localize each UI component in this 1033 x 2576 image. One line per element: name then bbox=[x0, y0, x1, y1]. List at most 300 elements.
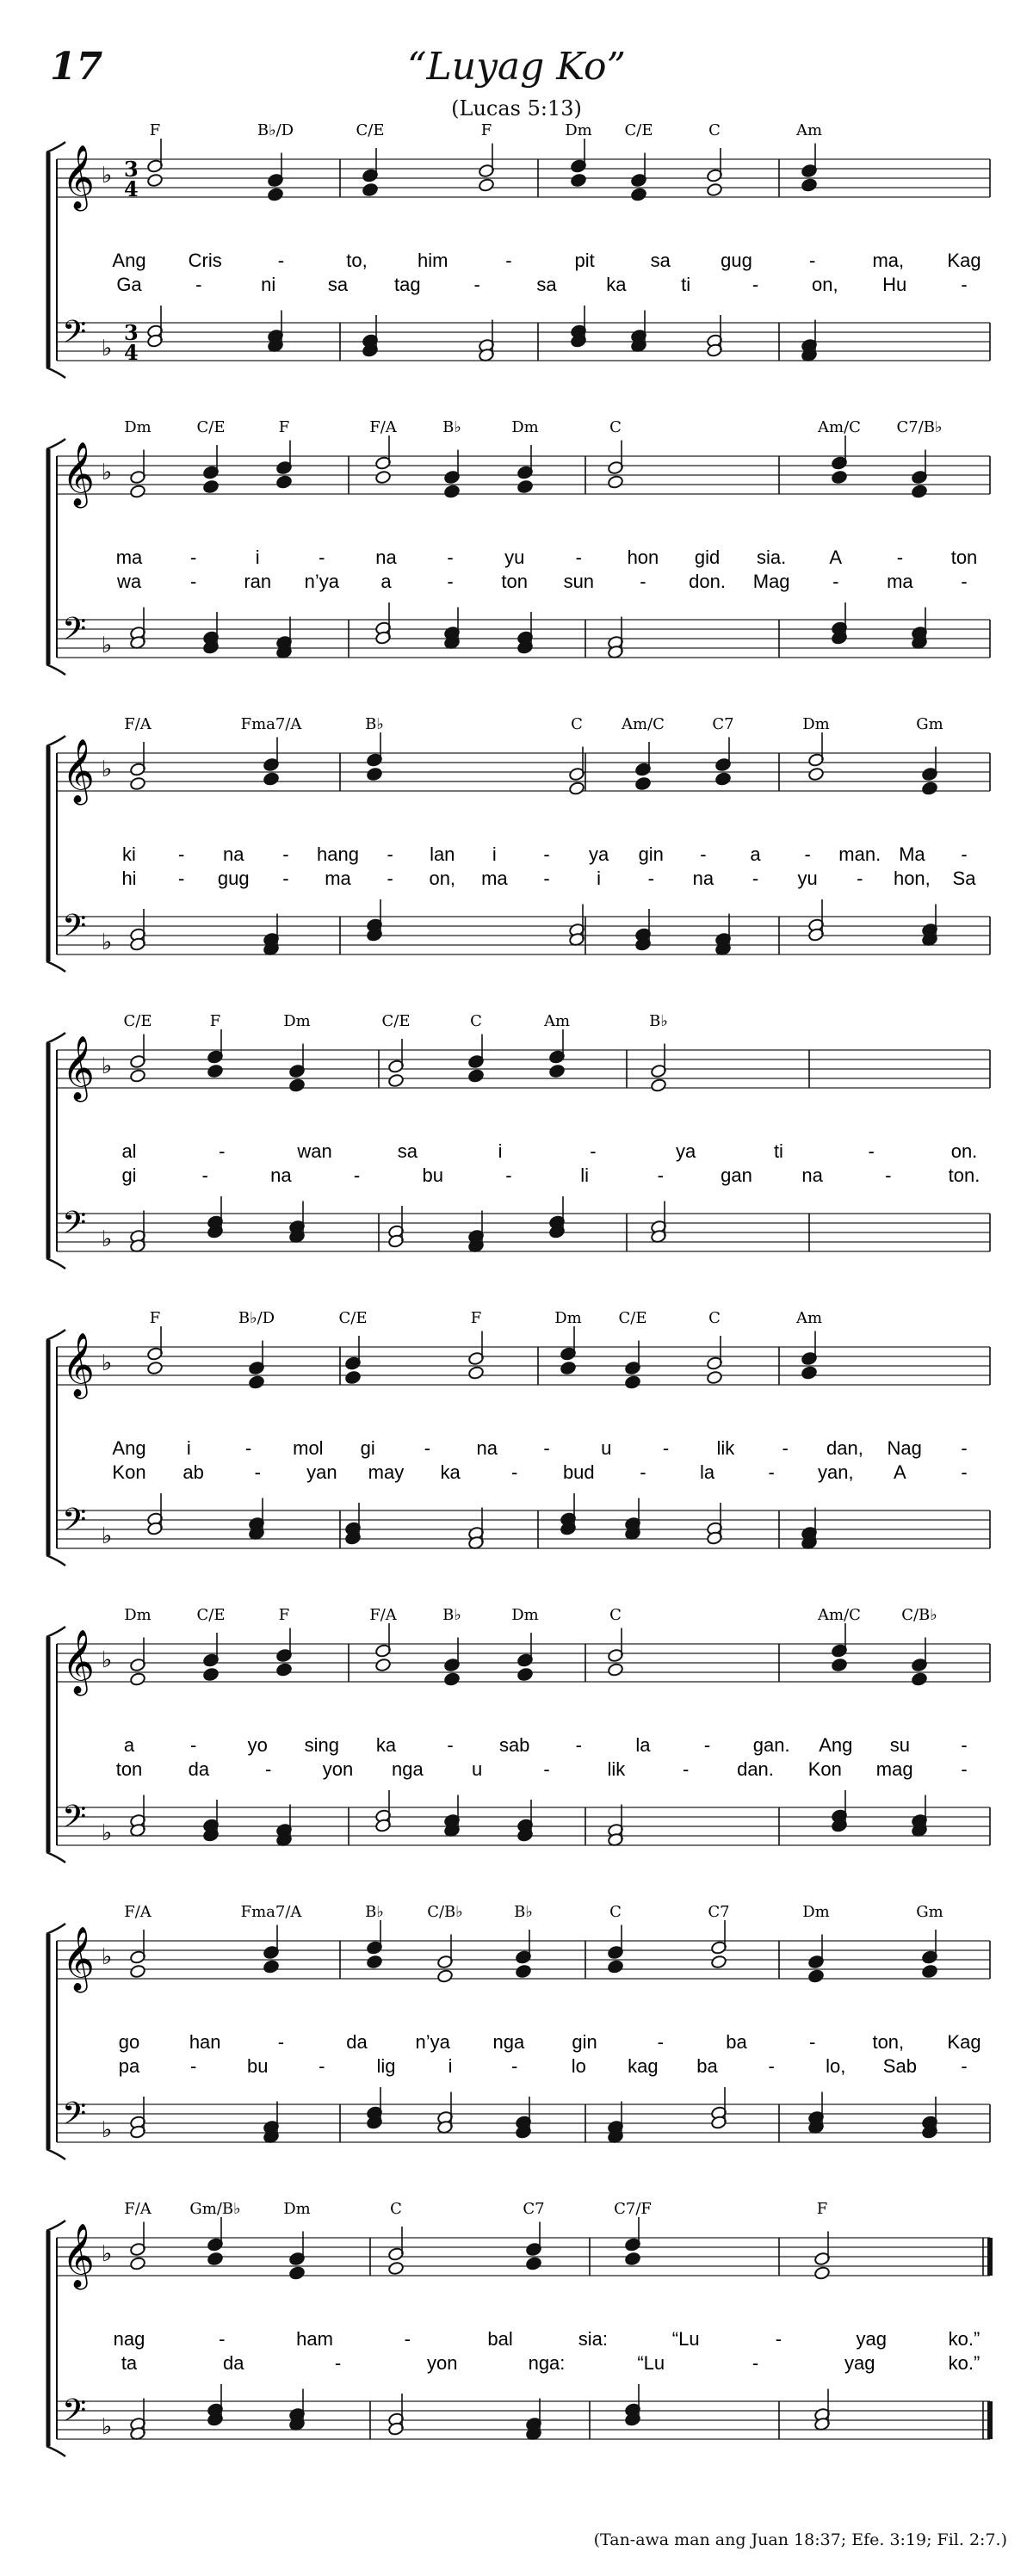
system-1 bbox=[46, 121, 990, 378]
chord-symbol: F bbox=[480, 121, 492, 139]
chord-symbol: F/A bbox=[369, 1606, 397, 1624]
chord-symbol: C bbox=[609, 1903, 622, 1921]
chord-symbol: C bbox=[609, 1606, 622, 1624]
bass-clef-icon: 𝄢 bbox=[62, 1502, 87, 1546]
lyric-verse-2: sun bbox=[563, 571, 595, 592]
note-head bbox=[516, 1667, 533, 1682]
chord-symbol: F/A bbox=[124, 715, 152, 733]
chord-symbol: B♭ bbox=[442, 418, 461, 436]
lyric-verse-2: - bbox=[334, 2352, 342, 2374]
note-head bbox=[129, 1672, 145, 1687]
treble-clef-icon: 𝄞 bbox=[62, 442, 95, 506]
lyric-verse-2: ka bbox=[606, 274, 627, 295]
lyric-verse-1: “Lu bbox=[671, 2328, 700, 2350]
note-head bbox=[267, 188, 283, 202]
flat-key-signature-icon: ♭ bbox=[102, 1053, 113, 1079]
flat-key-signature-icon: ♭ bbox=[102, 930, 113, 955]
chord-symbol: Dm bbox=[511, 1606, 539, 1624]
lyric-verse-1: Kag bbox=[947, 250, 981, 271]
system-6 bbox=[46, 1606, 990, 1863]
lyric-verse-2: da bbox=[188, 1758, 210, 1780]
chord-symbol: F bbox=[278, 418, 290, 436]
chord-symbol: Am bbox=[795, 1309, 823, 1327]
note-head bbox=[714, 772, 731, 787]
lyric-verse-2: a bbox=[380, 571, 392, 592]
lyric-verse-2: - bbox=[543, 1758, 550, 1780]
lyric-verse-1: - bbox=[189, 1734, 197, 1756]
lyric-verse-2: - bbox=[254, 1461, 261, 1483]
lyric-verse-1: ti bbox=[773, 1140, 783, 1162]
note-head bbox=[366, 767, 382, 781]
treble-clef-icon: 𝄞 bbox=[62, 145, 95, 209]
lyric-verse-2: sa bbox=[536, 274, 557, 295]
lyric-verse-2: - bbox=[961, 571, 968, 592]
lyric-verse-1: - bbox=[277, 2031, 285, 2053]
note-head bbox=[801, 1366, 817, 1381]
flat-key-signature-icon: ♭ bbox=[102, 2117, 113, 2143]
bracket-bottom-curl bbox=[46, 2149, 65, 2159]
chord-symbol: C bbox=[390, 2200, 402, 2218]
treble-clef-icon: 𝄞 bbox=[62, 2224, 95, 2288]
note-head bbox=[207, 2252, 223, 2266]
lyric-verse-1: - bbox=[804, 843, 811, 865]
lyric-verse-2: - bbox=[657, 1164, 664, 1186]
lyric-verse-2: - bbox=[511, 1461, 518, 1483]
note-head bbox=[129, 1964, 145, 1979]
flat-key-signature-icon: ♭ bbox=[102, 2414, 113, 2440]
hymn-title: “Luyag Ko” bbox=[407, 45, 626, 89]
lyric-verse-2: - bbox=[640, 1461, 646, 1483]
flat-key-signature-icon: ♭ bbox=[102, 1226, 113, 1252]
lyric-verse-1: - bbox=[177, 843, 185, 865]
lyric-verse-1: Kag bbox=[947, 2031, 981, 2053]
lyric-verse-1: - bbox=[543, 1437, 550, 1459]
lyric-verse-1: - bbox=[657, 2031, 664, 2053]
system-8 bbox=[46, 2200, 990, 2456]
lyric-verse-1: - bbox=[703, 1734, 711, 1756]
note-head bbox=[813, 2266, 830, 2281]
note-head bbox=[443, 485, 460, 499]
lyric-verse-1: gin bbox=[572, 2031, 597, 2053]
lyric-verse-1: a bbox=[750, 843, 761, 865]
bass-clef-icon: 𝄢 bbox=[62, 611, 87, 655]
lyric-verse-2: na bbox=[692, 868, 714, 889]
lyric-verse-2: may bbox=[368, 1461, 405, 1483]
lyric-verse-1: Nag bbox=[887, 1437, 922, 1459]
flat-key-signature-icon: ♭ bbox=[102, 2241, 113, 2267]
lyric-verse-2: ma bbox=[325, 868, 351, 889]
chord-symbol: C7/F bbox=[614, 2200, 652, 2218]
note-head bbox=[146, 1361, 163, 1375]
lyric-verse-1: sia: bbox=[578, 2328, 609, 2350]
note-head bbox=[624, 1375, 640, 1390]
chord-symbol: Dm bbox=[511, 418, 539, 436]
lyric-verse-2: na bbox=[270, 1164, 292, 1186]
lyric-verse-2: gi bbox=[121, 1164, 137, 1186]
note-head bbox=[129, 776, 145, 791]
lyric-verse-1: - bbox=[782, 1437, 789, 1459]
lyric-verse-1: i bbox=[186, 1437, 191, 1459]
chord-symbol: Dm bbox=[283, 1012, 311, 1030]
lyric-verse-1: - bbox=[590, 1140, 597, 1162]
lyric-verse-1: gi bbox=[360, 1437, 375, 1459]
lyric-verse-2: kag bbox=[628, 2055, 659, 2077]
lyric-verse-1: ki bbox=[122, 843, 136, 865]
lyric-verse-1: - bbox=[808, 250, 816, 271]
lyric-verse-1: ma bbox=[115, 547, 143, 568]
lyric-verse-2: Kon bbox=[807, 1758, 842, 1780]
lyric-verse-1: - bbox=[447, 547, 454, 568]
chord-symbol: F bbox=[149, 1309, 161, 1327]
lyric-verse-2: gan bbox=[721, 1164, 752, 1186]
lyric-verse-2: ma bbox=[887, 571, 913, 592]
note-head bbox=[467, 1069, 484, 1084]
lyric-verse-2: - bbox=[189, 2055, 197, 2077]
lyric-verse-2: - bbox=[768, 2055, 775, 2077]
note-head bbox=[911, 485, 927, 499]
lyric-verse-1: ba bbox=[726, 2031, 747, 2053]
flat-key-signature-icon: ♭ bbox=[102, 1944, 113, 1970]
note-head bbox=[807, 767, 824, 781]
note-head bbox=[607, 1663, 623, 1677]
chord-symbol: B♭/D bbox=[238, 1309, 275, 1327]
flat-key-signature-icon: ♭ bbox=[102, 460, 113, 485]
chord-symbol: Dm bbox=[565, 121, 592, 139]
lyric-verse-1: to, bbox=[346, 250, 368, 271]
chord-symbol: Dm bbox=[554, 1309, 582, 1327]
lyric-verse-2: on, bbox=[812, 274, 838, 295]
lyric-verse-2: dan. bbox=[737, 1758, 774, 1780]
lyric-verse-1: - bbox=[189, 547, 197, 568]
bass-clef-icon: 𝄢 bbox=[62, 2393, 87, 2437]
note-head bbox=[207, 1064, 223, 1078]
lyric-verse-1: ton, bbox=[872, 2031, 905, 2053]
lyric-verse-2: Sab bbox=[882, 2055, 917, 2077]
lyric-verse-1: ham bbox=[296, 2328, 333, 2350]
note-head bbox=[801, 178, 817, 193]
lyric-verse-2: - bbox=[511, 2055, 518, 2077]
lyric-verse-2: li bbox=[580, 1164, 589, 1186]
chord-symbol: Dm bbox=[124, 418, 152, 436]
lyric-verse-1: da bbox=[346, 2031, 368, 2053]
lyric-verse-2: yan, bbox=[817, 1461, 854, 1483]
lyric-verse-2: bud bbox=[562, 1461, 595, 1483]
lyric-verse-2: - bbox=[961, 2055, 968, 2077]
lyric-verse-2: yan bbox=[306, 1461, 337, 1483]
treble-clef-icon: 𝄞 bbox=[62, 739, 95, 803]
lyric-verse-2: - bbox=[961, 274, 968, 295]
lyric-verse-1: - bbox=[387, 843, 393, 865]
note-head bbox=[831, 470, 847, 485]
lyric-verse-2: “Lu bbox=[637, 2352, 665, 2374]
chord-symbol: B♭ bbox=[365, 1903, 384, 1921]
lyric-verse-2: ta bbox=[121, 2352, 138, 2374]
lyric-verse-1: - bbox=[575, 1734, 582, 1756]
chord-symbol: C7 bbox=[712, 715, 734, 733]
lyric-verse-2: A bbox=[894, 1461, 906, 1483]
lyric-verse-2: - bbox=[857, 868, 863, 889]
lyric-verse-1: ton bbox=[950, 547, 978, 568]
lyric-verse-1: gin bbox=[638, 843, 664, 865]
lyric-verse-1: al bbox=[121, 1140, 137, 1162]
note-head bbox=[275, 1663, 292, 1677]
lyric-verse-2: yag bbox=[844, 2352, 875, 2374]
lyric-verse-1: - bbox=[775, 2328, 782, 2350]
lyric-verse-1: na bbox=[375, 547, 397, 568]
bass-clef-icon: 𝄢 bbox=[62, 908, 87, 952]
lyric-verse-1: - bbox=[447, 1734, 454, 1756]
lyric-verse-2: lo bbox=[571, 2055, 586, 2077]
system-4 bbox=[46, 1012, 990, 1269]
lyric-verse-1: - bbox=[219, 1140, 226, 1162]
system-7 bbox=[46, 1903, 990, 2159]
lyric-verse-2: - bbox=[683, 1758, 690, 1780]
chord-symbol: C/B♭ bbox=[901, 1606, 937, 1624]
lyric-verse-1: ma, bbox=[872, 250, 905, 271]
lyric-verse-1: su bbox=[889, 1734, 911, 1756]
lyric-verse-2: - bbox=[189, 571, 197, 592]
lyric-verse-2: gug bbox=[217, 868, 250, 889]
chord-symbol: Dm bbox=[802, 715, 830, 733]
lyric-verse-1: Ang bbox=[819, 1734, 853, 1756]
lyric-verse-2: la bbox=[699, 1461, 715, 1483]
lyric-verse-2: - bbox=[961, 1461, 968, 1483]
lyric-verse-1: Ang bbox=[112, 1437, 146, 1459]
note-head bbox=[374, 470, 391, 485]
treble-clef-icon: 𝄞 bbox=[62, 1927, 95, 1991]
flat-key-signature-icon: ♭ bbox=[102, 633, 113, 658]
lyric-verse-2: - bbox=[543, 868, 550, 889]
note-head bbox=[630, 188, 646, 202]
note-head bbox=[288, 2266, 305, 2281]
lyric-verse-2: i bbox=[597, 868, 602, 889]
chord-symbol: Fma7/A bbox=[240, 1903, 302, 1921]
lyric-verse-2: ba bbox=[696, 2055, 718, 2077]
lyric-verse-2: - bbox=[752, 2352, 759, 2374]
lyric-verse-2: na bbox=[801, 1164, 823, 1186]
lyric-verse-2: lo, bbox=[826, 2055, 846, 2077]
bracket-bottom-curl bbox=[46, 961, 65, 972]
flat-key-signature-icon: ♭ bbox=[102, 163, 113, 188]
lyric-verse-2: - bbox=[195, 274, 202, 295]
note-head bbox=[387, 1073, 404, 1088]
chord-symbol: Am/C bbox=[818, 418, 861, 436]
lyric-verse-1: lik bbox=[716, 1437, 735, 1459]
chord-symbol: F bbox=[209, 1012, 221, 1030]
lyric-verse-1: ya bbox=[676, 1140, 696, 1162]
chord-symbol: C/E bbox=[381, 1012, 411, 1030]
chord-symbol: F/A bbox=[369, 418, 397, 436]
lyric-verse-2: - bbox=[647, 868, 654, 889]
note-head bbox=[568, 781, 585, 796]
lyric-verse-1: - bbox=[662, 1437, 670, 1459]
bracket-bottom-curl bbox=[46, 1852, 65, 1863]
note-head bbox=[129, 485, 145, 499]
flat-key-signature-icon: ♭ bbox=[102, 757, 113, 782]
chord-symbol: Gm bbox=[916, 715, 943, 733]
lyric-verse-1: A bbox=[829, 547, 843, 568]
lyric-verse-1: nga bbox=[492, 2031, 525, 2053]
lyric-verse-1: yu bbox=[504, 547, 525, 568]
note-head bbox=[516, 479, 533, 494]
lyric-verse-2: ton bbox=[501, 571, 528, 592]
chord-symbol: C7/B♭ bbox=[896, 418, 943, 436]
note-head bbox=[548, 1064, 565, 1078]
bracket-bottom-curl bbox=[46, 664, 65, 675]
lyric-verse-2: nga bbox=[391, 1758, 424, 1780]
chord-symbol: C bbox=[609, 418, 622, 436]
chord-symbol: C/E bbox=[618, 1309, 647, 1327]
lyric-verse-1: - bbox=[575, 547, 582, 568]
lyric-verse-1: pit bbox=[574, 250, 595, 271]
chord-symbol: F bbox=[149, 121, 161, 139]
lyric-verse-1: wan bbox=[297, 1140, 332, 1162]
lyric-verse-1: ko.” bbox=[948, 2328, 980, 2350]
chord-symbol: C bbox=[571, 715, 583, 733]
lyric-verse-2: - bbox=[177, 868, 185, 889]
lyric-verse-2: ni bbox=[261, 274, 276, 295]
note-head bbox=[387, 2261, 404, 2276]
lyric-verse-1: - bbox=[505, 250, 512, 271]
chord-symbol: Fma7/A bbox=[240, 715, 302, 733]
lyric-verse-1: mol bbox=[293, 1437, 324, 1459]
note-head bbox=[921, 781, 937, 796]
lyric-verse-1: Ma bbox=[899, 843, 925, 865]
note-head bbox=[710, 1955, 727, 1969]
chord-symbol: F/A bbox=[124, 2200, 152, 2218]
lyric-verse-1: - bbox=[277, 250, 285, 271]
lyric-verse-1: - bbox=[282, 843, 289, 865]
lyric-verse-1: nag bbox=[113, 2328, 145, 2350]
note-head bbox=[515, 1964, 531, 1979]
lyric-verse-2: yu bbox=[797, 868, 818, 889]
lyric-verse-1: dan, bbox=[826, 1437, 863, 1459]
note-head bbox=[921, 1964, 937, 1979]
lyric-verse-2: on, bbox=[429, 868, 456, 889]
note-head bbox=[634, 776, 651, 791]
chord-symbol: B♭ bbox=[365, 715, 384, 733]
note-head bbox=[607, 1960, 623, 1974]
lyric-verse-1: u bbox=[601, 1437, 612, 1459]
lyric-verse-1: hon bbox=[627, 547, 659, 568]
note-head bbox=[436, 1969, 453, 1984]
chord-symbol: B♭/D bbox=[257, 121, 294, 139]
lyric-verse-2: ab bbox=[182, 1461, 204, 1483]
lyric-verse-2: i bbox=[448, 2055, 453, 2077]
lyric-verse-2: ko.” bbox=[948, 2352, 980, 2374]
lyric-verse-1: on. bbox=[950, 1140, 978, 1162]
chord-symbol: C/E bbox=[338, 1309, 368, 1327]
note-head bbox=[344, 1370, 361, 1385]
note-head bbox=[129, 1069, 145, 1084]
note-head bbox=[202, 1667, 219, 1682]
lyric-verse-1: go bbox=[118, 2031, 140, 2053]
lyric-verse-2: ton. bbox=[948, 1164, 980, 1186]
lyric-verse-2: nga: bbox=[528, 2352, 566, 2374]
lyric-verse-1: - bbox=[244, 1437, 252, 1459]
note-head bbox=[911, 1672, 927, 1687]
note-head bbox=[706, 1370, 722, 1385]
lyric-verse-1: i bbox=[492, 843, 497, 865]
lyric-verse-1: ya bbox=[589, 843, 609, 865]
lyric-verse-2: bu bbox=[246, 2055, 269, 2077]
lyric-verse-1: sa bbox=[397, 1140, 418, 1162]
lyric-verse-2: ton bbox=[115, 1758, 143, 1780]
lyric-verse-1: - bbox=[808, 2031, 816, 2053]
lyric-verse-2: Sa bbox=[952, 868, 976, 889]
lyric-verse-1: sa bbox=[650, 250, 671, 271]
note-head bbox=[624, 2252, 640, 2266]
lyric-verse-1: i bbox=[255, 547, 260, 568]
note-head bbox=[525, 2257, 541, 2271]
lyric-verse-2: - bbox=[752, 274, 759, 295]
note-head bbox=[248, 1375, 264, 1390]
lyric-verse-2: ka bbox=[440, 1461, 461, 1483]
note-head bbox=[706, 182, 722, 197]
lyric-verse-2: - bbox=[447, 571, 454, 592]
lyric-verse-1: yo bbox=[247, 1734, 268, 1756]
chord-symbol: F bbox=[816, 2200, 828, 2218]
lyric-verse-2: - bbox=[473, 274, 480, 295]
lyric-verse-1: yag bbox=[856, 2328, 887, 2350]
flat-key-signature-icon: ♭ bbox=[102, 1820, 113, 1846]
lyric-verse-1: him bbox=[418, 250, 448, 271]
note-head bbox=[129, 2257, 145, 2271]
note-head bbox=[807, 1969, 824, 1984]
chord-symbol: C/E bbox=[123, 1012, 152, 1030]
chord-symbol: C/B♭ bbox=[427, 1903, 463, 1921]
lyric-verse-2: - bbox=[387, 868, 393, 889]
lyric-verse-2: don. bbox=[689, 571, 726, 592]
lyric-verse-2: yon bbox=[427, 2352, 458, 2374]
lyric-verse-1: - bbox=[961, 1734, 968, 1756]
flat-key-signature-icon: ♭ bbox=[102, 1350, 113, 1376]
chord-symbol: Am bbox=[543, 1012, 571, 1030]
note-head bbox=[650, 1078, 666, 1093]
chord-symbol: Dm bbox=[802, 1903, 830, 1921]
note-head bbox=[607, 475, 623, 490]
chord-symbol: C/E bbox=[196, 418, 226, 436]
chord-symbol: Dm bbox=[283, 2200, 311, 2218]
time-signature-top: 3 bbox=[124, 157, 139, 182]
note-head bbox=[288, 1078, 305, 1093]
lyric-verse-1: ka bbox=[375, 1734, 397, 1756]
chord-symbol: C bbox=[470, 1012, 482, 1030]
lyric-verse-2: yon bbox=[322, 1758, 354, 1780]
bracket-bottom-curl bbox=[46, 1555, 65, 1566]
lyric-verse-1: gan. bbox=[752, 1734, 790, 1756]
system-5 bbox=[46, 1309, 990, 1566]
lyric-verse-1: na bbox=[223, 843, 244, 865]
lyric-verse-2: - bbox=[505, 1164, 512, 1186]
hymn-number: 17 bbox=[50, 45, 103, 89]
note-head bbox=[831, 1658, 847, 1672]
system-3 bbox=[46, 715, 990, 972]
footer-references: (Tan-awa man ang Juan 18:37; Efe. 3:19; Fil. 2:7.) bbox=[593, 2530, 1007, 2549]
lyric-verse-1: man. bbox=[838, 843, 881, 865]
lyric-verse-1: sing bbox=[304, 1734, 340, 1756]
treble-clef-icon: 𝄞 bbox=[62, 1333, 95, 1397]
lyric-verse-2: - bbox=[768, 1461, 775, 1483]
bracket-bottom-curl bbox=[46, 2446, 65, 2456]
lyric-verse-1: - bbox=[700, 843, 707, 865]
lyric-verse-2: Kon bbox=[112, 1461, 146, 1483]
lyric-verse-2: ti bbox=[681, 274, 691, 295]
lyric-verse-1: n’ya bbox=[415, 2031, 450, 2053]
note-head bbox=[202, 479, 219, 494]
treble-clef-icon: 𝄞 bbox=[62, 1036, 95, 1100]
bass-clef-icon: 𝄢 bbox=[62, 1205, 87, 1249]
